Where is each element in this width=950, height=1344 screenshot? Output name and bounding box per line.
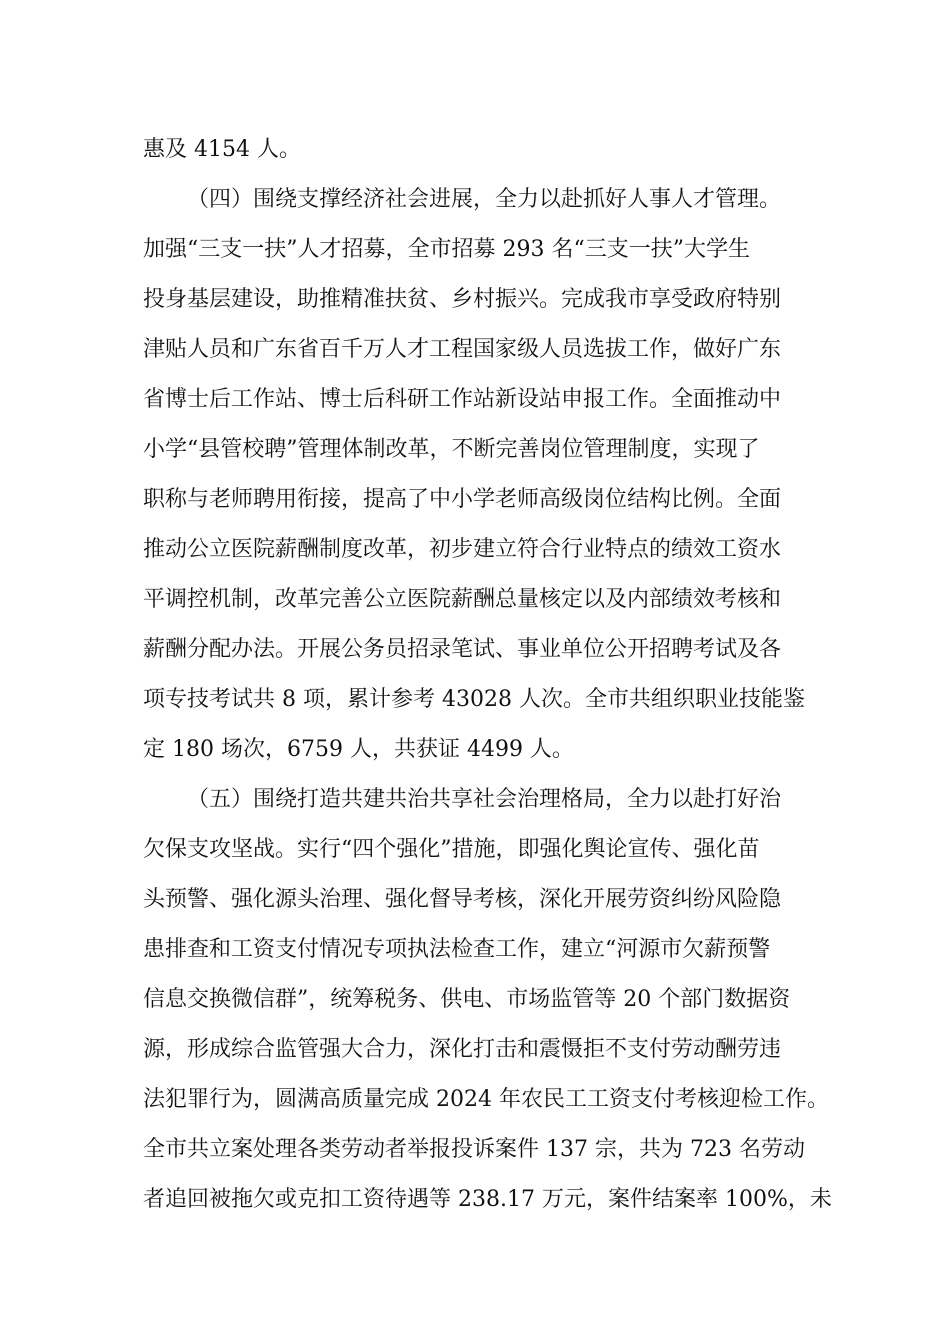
text-line: 项专技考试共 8 项，累计参考 43028 人次。全市共组织职业技能鉴 bbox=[143, 687, 805, 712]
text-line: 推动公立医院薪酬制度改革，初步建立符合行业特点的绩效工资水 bbox=[143, 537, 782, 562]
text-line: 全市共立案处理各类劳动者举报投诉案件 137 宗，共为 723 名劳动 bbox=[143, 1137, 805, 1162]
text-line: 患排查和工资支付情况专项执法检查工作，建立“河源市欠薪预警 bbox=[143, 937, 771, 962]
text-line: 欠保支攻坚战。实行“四个强化”措施，即强化舆论宣传、强化苗 bbox=[143, 837, 760, 862]
text-line: 职称与老师聘用衔接，提高了中小学老师高级岗位结构比例。全面 bbox=[143, 487, 782, 512]
text-line: 头预警、强化源头治理、强化督导考核，深化开展劳资纠纷风险隐 bbox=[143, 887, 782, 912]
text-line: 津贴人员和广东省百千万人才工程国家级人员选拔工作，做好广东 bbox=[143, 337, 782, 362]
text-line: 平调控机制，改革完善公立医院薪酬总量核定以及内部绩效考核和 bbox=[143, 587, 782, 612]
text-line: 源，形成综合监管强大合力，深化打击和震慑拒不支付劳动酬劳违 bbox=[143, 1037, 782, 1062]
text-line: 信息交换微信群”，统筹税务、供电、市场监管等 20 个部门数据资 bbox=[143, 987, 791, 1012]
text-line: 薪酬分配办法。开展公务员招录笔试、事业单位公开招聘考试及各 bbox=[143, 637, 782, 662]
text-line: 加强“三支一扶”人才招募，全市招募 293 名“三支一扶”大学生 bbox=[143, 237, 750, 262]
section-heading-five: （五）围绕打造共建共治共享社会治理格局，全力以赴打好治 bbox=[187, 787, 782, 812]
text-line: 小学“县管校聘”管理体制改革，不断完善岗位管理制度，实现了 bbox=[143, 437, 760, 462]
text-line: 投身基层建设，助推精准扶贫、乡村振兴。完成我市享受政府特别 bbox=[143, 287, 782, 312]
text-line: 定 180 场次，6759 人，共获证 4499 人。 bbox=[143, 737, 574, 762]
text-line: 者追回被拖欠或克扣工资待遇等 238.17 万元，案件结案率 100%，未 bbox=[143, 1187, 832, 1212]
section-heading-four: （四）围绕支撑经济社会进展，全力以赴抓好人事人才管理。 bbox=[187, 187, 782, 212]
text-line: 省博士后工作站、博士后科研工作站新设站申报工作。全面推动中 bbox=[143, 387, 782, 412]
text-line: 法犯罪行为，圆满高质量完成 2024 年农民工工资支付考核迎检工作。 bbox=[143, 1087, 829, 1112]
text-line: 惠及 4154 人。 bbox=[143, 137, 301, 162]
